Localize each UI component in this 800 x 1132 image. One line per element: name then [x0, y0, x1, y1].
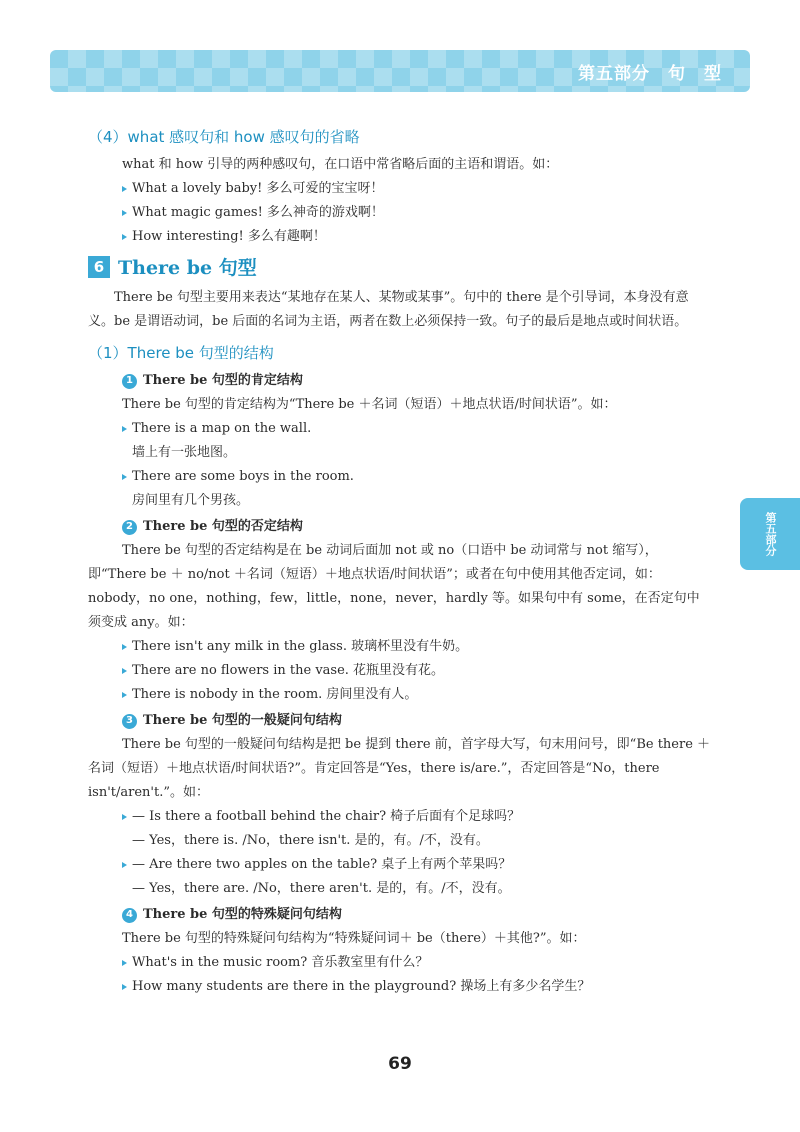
exclamation-intro: what 和 how 引导的两种感叹句，在口语中常省略后面的主语和谓语。如： [122, 157, 559, 172]
example-line: What a lovely baby! 多么可爱的宝宝呀！ [122, 177, 712, 201]
point-description: There be 句型的一般疑问句结构是把 be 提到 there 前，首字母大写，句末用问号，即“Be there ＋名词（短语）＋地点状语/时间状语?”。肯定回答是“Yes，there is/are.”，否定回答是“No，there isn't/aren't.”。如： [88, 737, 711, 800]
section-title [88, 253, 712, 280]
point-description: There be 句型的特殊疑问句结构为“特殊疑问词＋ be（there）＋其他?”。如： [122, 931, 586, 946]
example-translation: 房间里有几个男孩。 [132, 493, 250, 508]
example-line: There are some boys in the room. [122, 465, 712, 489]
dialog-answer: — Yes，there is. /No，there isn't. 是的，有。/不，没有。 [132, 833, 489, 848]
example-line: What's in the music room? 音乐教室里有什么？ [122, 951, 712, 975]
dialog-question: — Is there a football behind the chair? 椅子后面有个足球吗？ [122, 805, 712, 829]
side-tab [740, 498, 800, 570]
header-title: 第五部分 句 型 [578, 64, 722, 84]
section-intro: There be 句型主要用来表达“某地存在某人、某物或某事”。句中的 there 是个引导词，本身没有意义。be 是谓语动词，be 后面的名词为主语，两者在数上必须保持一致。句子的最后是地点或时间状语。 [88, 290, 689, 329]
point-heading [122, 709, 712, 733]
example-line: There is a map on the wall. [122, 417, 712, 441]
section-number-badge: 6 [88, 256, 110, 278]
structure-heading: （1）There be 句型的结构 [88, 344, 274, 362]
point-title: There be 句型的否定结构 [143, 519, 303, 534]
point-number-badge: 4 [122, 908, 137, 923]
point-title: There be 句型的特殊疑问句结构 [143, 907, 342, 922]
point-title: There be 句型的肯定结构 [143, 373, 303, 388]
page-number: 69 [388, 1054, 412, 1074]
point-number-badge: 2 [122, 520, 137, 535]
section-title-text: There be 句型 [118, 257, 257, 279]
dialog-question: — Are there two apples on the table? 桌子上有两个苹果吗？ [122, 853, 712, 877]
point-description: There be 句型的否定结构是在 be 动词后面加 not 或 no（口语中 be 动词常与 not 缩写），即“There be ＋ no/not ＋名词（短语）＋地点状语/时间状语”；或者在句中使用其他否定词，如：nobody，no one，nothing，few，little，none，never，hardly 等。如果句中有 some，在否定句中须变成 any。如： [88, 543, 700, 630]
example-translation: 墙上有一张地图。 [132, 445, 237, 460]
header-banner [50, 50, 750, 92]
example-line: How interesting! 多么有趣啊！ [122, 225, 712, 249]
point-title: There be 句型的一般疑问句结构 [143, 713, 342, 728]
dialog-answer: — Yes，there are. /No，there aren't. 是的，有。/不，没有。 [132, 881, 511, 896]
example-line: How many students are there in the playground? 操场上有多少名学生？ [122, 975, 712, 999]
point-number-badge: 1 [122, 374, 137, 389]
exclamation-heading: （4）what 感叹句和 how 感叹句的省略 [88, 128, 360, 146]
page-content [88, 118, 712, 999]
point-description: There be 句型的肯定结构为“There be ＋名词（短语）＋地点状语/时间状语”。如： [122, 397, 617, 412]
point-heading [122, 369, 712, 393]
example-line: There isn't any milk in the glass. 玻璃杯里没有牛奶。 [122, 635, 712, 659]
point-heading [122, 903, 712, 927]
point-heading [122, 515, 712, 539]
example-line: There are no flowers in the vase. 花瓶里没有花。 [122, 659, 712, 683]
point-number-badge: 3 [122, 714, 137, 729]
example-line: There is nobody in the room. 房间里没有人。 [122, 683, 712, 707]
example-line: What magic games! 多么神奇的游戏啊！ [122, 201, 712, 225]
side-tab-label: 第五部分 [764, 512, 777, 556]
